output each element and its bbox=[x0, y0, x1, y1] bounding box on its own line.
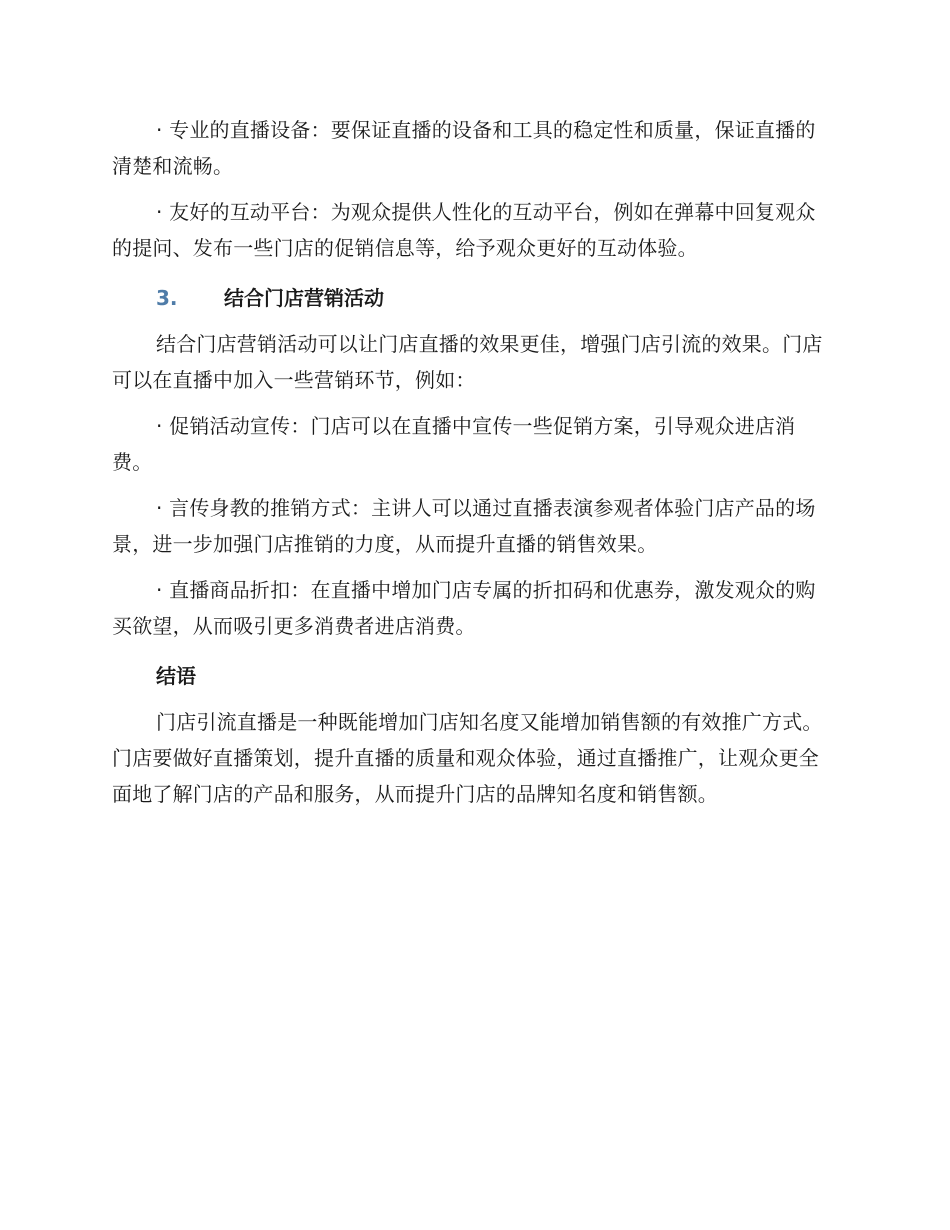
bullet-paragraph-equipment: · 专业的直播设备：要保证直播的设备和工具的稳定性和质量，保证直播的清楚和流畅。 bbox=[112, 118, 816, 178]
bullet-paragraph-discount: · 直播商品折扣：在直播中增加门店专属的折扣码和优惠券，激发观众的购买欲望，从而吸引更多消费者进店消费。 bbox=[112, 578, 816, 638]
section-heading-3 bbox=[112, 280, 830, 316]
section-number: 3. bbox=[156, 286, 178, 310]
conclusion-paragraph: 门店引流直播是一种既能增加门店知名度又能增加销售额的有效推广方式。门店要做好直播策划，提升直播的质量和观众体验，通过直播推广，让观众更全面地了解门店的产品和服务，从而提升门店的品牌知名度和销售额。 bbox=[112, 710, 823, 806]
bullet-paragraph-promotion: · 促销活动宣传：门店可以在直播中宣传一些促销方案，引导观众进店消费。 bbox=[112, 414, 796, 474]
section-intro-paragraph: 结合门店营销活动可以让门店直播的效果更佳，增强门店引流的效果。门店可以在直播中加入一些营销环节，例如： bbox=[112, 332, 823, 392]
section-title: 结合门店营销活动 bbox=[224, 286, 384, 310]
bullet-paragraph-demonstration: · 言传身教的推销方式：主讲人可以通过直播表演参观者体验门店产品的场景，进一步加强门店推销的力度，从而提升直播的销售效果。 bbox=[112, 496, 816, 556]
document-body bbox=[112, 112, 830, 812]
conclusion-heading: 结语 bbox=[156, 664, 196, 688]
bullet-paragraph-interaction: · 友好的互动平台：为观众提供人性化的互动平台，例如在弹幕中回复观众的提问、发布一些门店的促销信息等，给予观众更好的互动体验。 bbox=[112, 200, 816, 260]
